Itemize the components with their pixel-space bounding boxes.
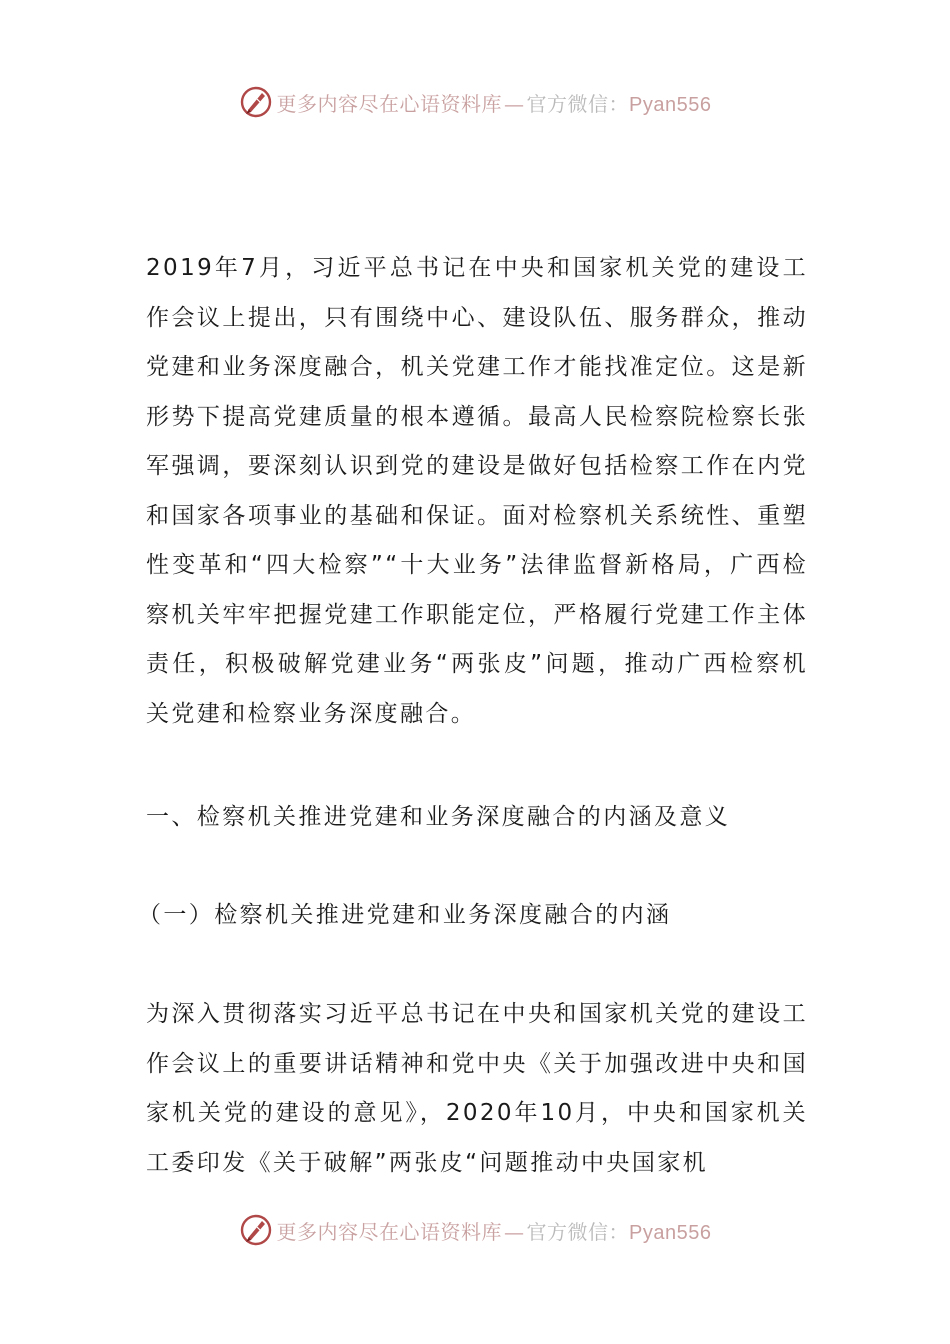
document-body [138,244,808,1176]
subsection-heading: （一）检察机关推进党建和业务深度融合的内涵 [138,902,672,928]
quill-pen-logo-icon [239,85,273,119]
quill-pen-logo-icon [239,1213,273,1247]
banner-wechat-id: Pyan556 [629,1221,712,1244]
body-paragraph: 2019年7月，习近平总书记在中央和国家机关党的建设工作会议上提出，只有围绕中心、建设队伍、服务群众，推动党建和业务深度融合，机关党建工作才能找准定位。这是新形势下提高党建质量的根本遵循。最高人民检察院检察长张军强调，要深刻认识到党的建设是做好包括检察工作在内党和国家各项事业的基础和保证。面对检察机关系统性、重塑性变革和“四大检察”“十大业务”法律监督新格局，广西检察机关牢牢把握党建工作职能定位，严格履行党建工作主体责任，积极破解党建业务“两张皮”问题，推动广西检察机关党建和检察业务深度融合。 [146,255,808,727]
header-watermark-banner [0,82,950,122]
banner-slogan: 更多内容尽在心语资料库 [276,1219,503,1244]
banner-separator: — [504,91,525,116]
banner-wechat-label: 官方微信： [526,91,630,116]
footer-watermark-banner [0,1210,950,1250]
banner-slogan: 更多内容尽在心语资料库 [276,91,503,116]
banner-wechat-label: 官方微信： [526,1219,630,1244]
body-paragraph: 为深入贯彻落实习近平总书记在中央和国家机关党的建设工作会议上的重要讲话精神和党中央《关于加强改进中央和国家机关党的建设的意见》，2020年10月，中央和国家机关工委印发《关于破解”两张皮“问题推动中央国家机 [146,1001,808,1176]
banner-separator: — [504,1219,525,1244]
section-heading: 一、检察机关推进党建和业务深度融合的内涵及意义 [146,804,731,830]
banner-wechat-id: Pyan556 [629,93,712,116]
